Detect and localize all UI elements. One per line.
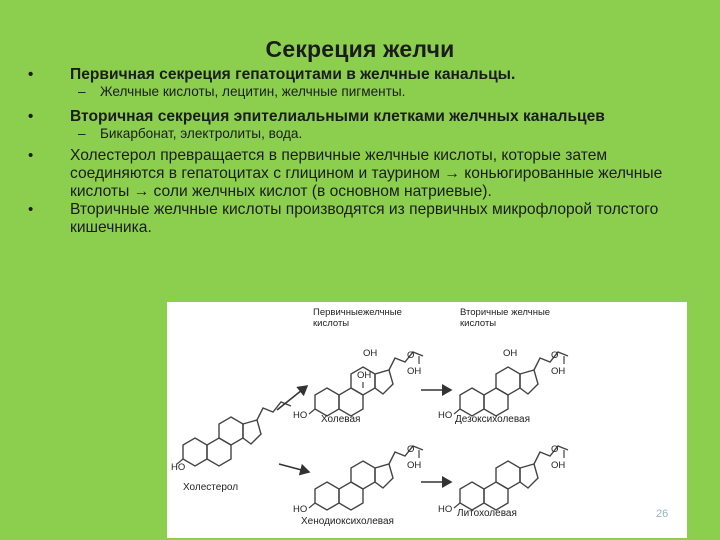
slide-title: Секреция желчи [265, 36, 455, 62]
bullet-dot: • [28, 66, 34, 83]
label-deoxycholic-acid: Дезоксихолевая [455, 414, 531, 425]
label-chenodeoxycholic-acid: Хенодиоксихолевая [301, 516, 394, 527]
cholesterol-structure [177, 402, 291, 466]
bullet-text: Вторичные желчные кислоты производятся из первичных микрофлорой толстого кишечника. [70, 201, 659, 236]
bullet-item [28, 108, 703, 126]
group-label-ho: HO [438, 504, 453, 515]
chenodeoxycholic-acid-structure [309, 446, 423, 510]
heading-primary-acids: Первичныежелчные кислоты [313, 307, 402, 329]
label-cholesterol: Холестерол [183, 482, 239, 493]
sub-bullet-text: Желчные кислоты, лецитин, желчные пигменты. [100, 84, 406, 99]
group-label-ho: HO [171, 462, 186, 473]
cholic-acid-structure [309, 352, 423, 416]
sub-bullet-dash: – [78, 126, 86, 141]
bullet-text: Первичная секреция гепатоцитами в желчные канальцы. [70, 66, 516, 83]
bullet-text: Вторичная секреция эпителиальными клетками желчных канальцев [70, 108, 605, 125]
sub-bullet-dash: – [78, 84, 86, 99]
group-label-o: O [407, 350, 415, 361]
group-label-oh: OH [407, 460, 422, 471]
bullet-item [28, 66, 703, 84]
arrow-cholesterol-to-chenodeoxycholic [279, 464, 309, 472]
bullet-dot: • [28, 201, 34, 218]
arrow-cholesterol-to-cholic [277, 386, 307, 410]
bullet-dot: • [28, 147, 34, 164]
group-label-ho: HO [293, 504, 308, 515]
bile-acids-figure [167, 302, 687, 538]
deoxycholic-acid-structure [454, 352, 568, 416]
group-label-o: O [407, 444, 415, 455]
lithocholic-acid-structure [454, 446, 568, 510]
label-cholic-acid: Холевая [321, 414, 361, 425]
group-label-oh: OH [407, 366, 422, 377]
group-label-oh: OH [503, 348, 518, 359]
group-label-o: O [551, 444, 559, 455]
bullet-list [28, 66, 703, 237]
label-lithocholic-acid: Литохолевая [457, 508, 517, 519]
group-label-o: O [551, 350, 559, 361]
sub-bullet-item [28, 126, 703, 142]
page-number: 26 [656, 508, 669, 520]
heading-secondary-acids: Вторичные желчные кислоты [460, 307, 551, 329]
bullet-dot: • [28, 108, 34, 125]
bullet-text: Холестерол превращается в первичные желчные кислоты, которые затем соединяются в гепатоцитах с глицином и таурином → коньюгированные желчные кислоты → соли желчных кислот (в основном натриевые). [70, 147, 663, 200]
bullet-item [28, 201, 703, 237]
bullet-item [28, 147, 703, 201]
group-label-oh: OH [363, 348, 378, 359]
structures-drawing [167, 302, 687, 538]
sub-bullet-text: Бикарбонат, электролиты, вода. [100, 126, 303, 141]
group-label-oh: OH [551, 460, 566, 471]
sub-bullet-item [28, 84, 703, 100]
group-label-oh: OH [551, 366, 566, 377]
group-label-ho: HO [293, 410, 308, 421]
group-label-oh: OH [357, 370, 372, 381]
group-label-ho: HO [438, 410, 453, 421]
